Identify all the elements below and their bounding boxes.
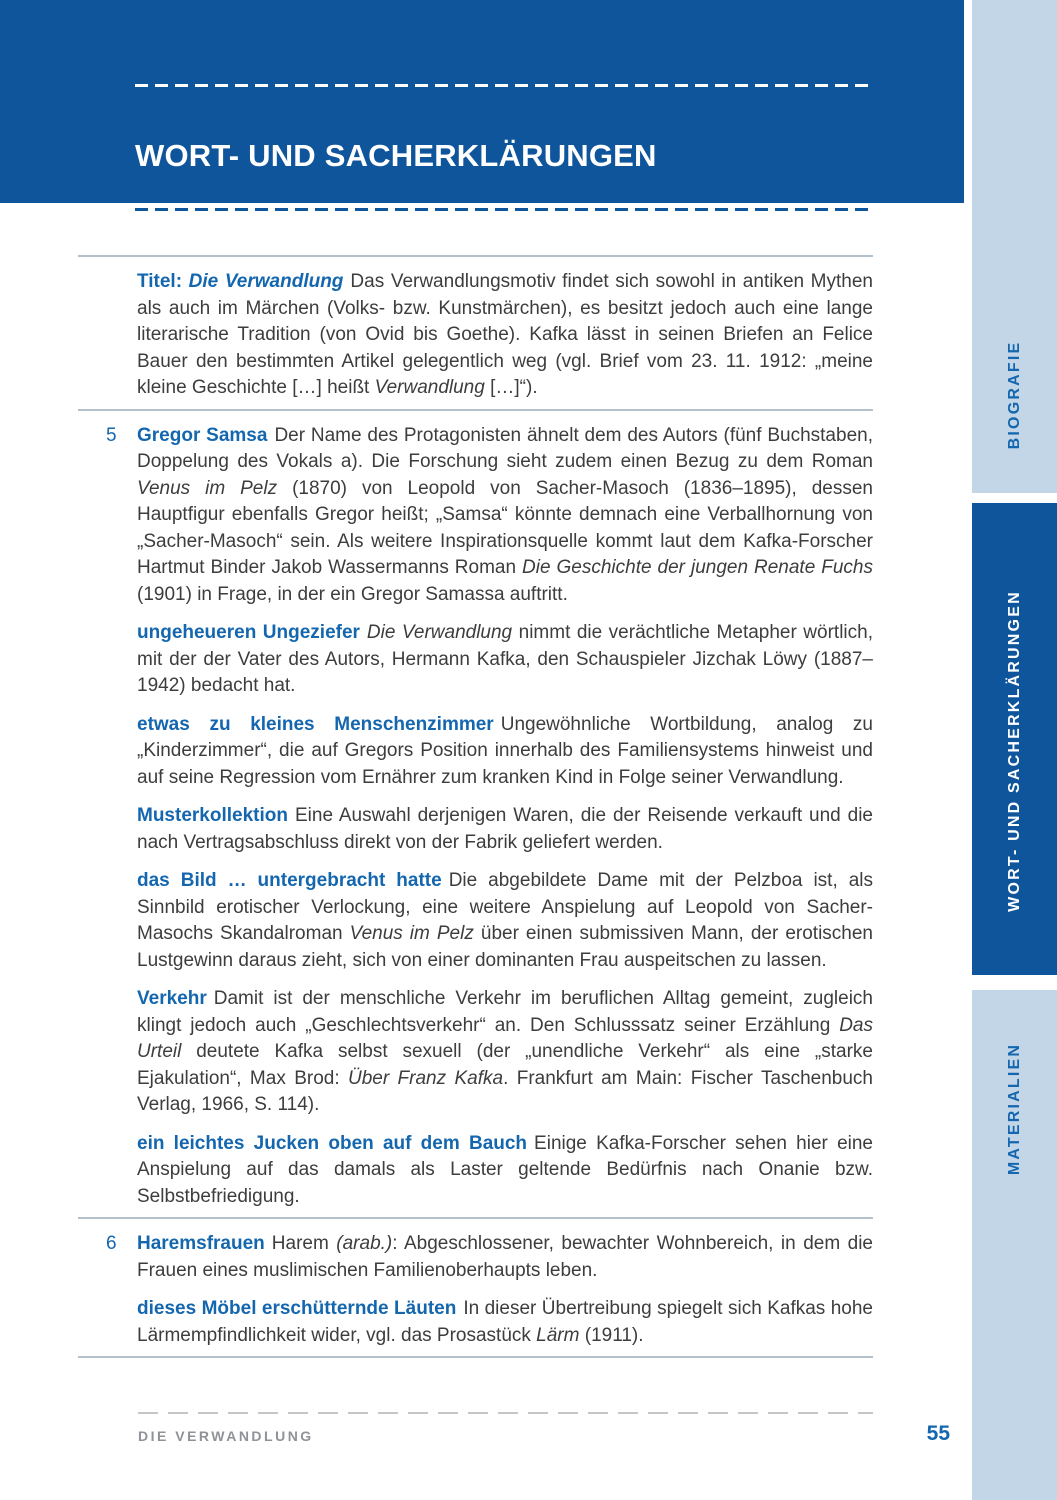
glossary xyxy=(106,255,874,1358)
entry-body-text: (1911). xyxy=(579,1324,644,1346)
tab-biografie[interactable] xyxy=(972,0,1057,493)
entry-term-text: ungeheueren Ungeziefer xyxy=(137,622,360,643)
entry-term xyxy=(137,1233,265,1254)
tab-materialien-label: MATERIALIEN xyxy=(1005,1042,1023,1176)
glossary-entry xyxy=(137,1131,873,1211)
entry-term-text: Haremsfrauen xyxy=(137,1233,265,1254)
page-title: WORT- UND SACHERKLÄRUNGEN xyxy=(135,138,657,173)
entry-body-text: Harem xyxy=(271,1233,337,1254)
entry-term-text: Titel: xyxy=(137,271,189,292)
entry-term xyxy=(137,1298,456,1319)
entry-body-text: . Frankfurt am Main: Fischer Taschenbuch Verlag, 1966, S. 114). xyxy=(137,1067,873,1115)
entry-body-text: Venus im Pelz xyxy=(137,477,278,499)
tab-wort-und-sacherklaerungen[interactable] xyxy=(972,503,1057,975)
tab-biografie-label: BIOGRAFIE xyxy=(1005,340,1023,450)
divider-rule xyxy=(78,255,873,257)
tab-materialien[interactable] xyxy=(972,990,1057,1500)
entry-term-text: Die Verwandlung xyxy=(188,271,344,292)
entry-term-text: das Bild … untergebracht hatte xyxy=(137,870,442,891)
entry-term-text: Gregor Samsa xyxy=(137,424,268,446)
entry-body-text: nimmt die verächtliche Metapher wörtlich, mit der der Vater des Autors, Hermann Kafka, den Schauspieler Jizchak Löwy (1887–1942) bedacht hat. xyxy=(137,622,873,696)
header-banner xyxy=(0,0,964,203)
entry-body-text: über einen submissiven Mann, der erotischen Lustgewinn daraus zieht, sich von einer dominanten Frau auspeitschen zu lassen. xyxy=(137,923,873,971)
entry-term xyxy=(137,805,288,826)
entry-body-text: Venus im Pelz xyxy=(349,923,474,944)
glossary-entry xyxy=(137,620,873,700)
header-dashed-line-top xyxy=(135,84,873,87)
entry-body-text: Damit ist der menschliche Verkehr im beruflichen Alltag gemeint, zugleich klingt jedoch auch „Geschlechtsverkehr“ an. Den Schlusssatz seiner Erzählung xyxy=(137,988,873,1036)
tab-wort-und-sacherklaerungen-label: WORT- UND SACHERKLÄRUNGEN xyxy=(1005,590,1023,912)
glossary-entry xyxy=(106,1231,873,1284)
entry-term xyxy=(137,271,343,292)
entry-body-text: Verwandlung xyxy=(374,377,485,398)
entry-body-text: : Abgeschlossener, bewachter Wohnbereich, in dem die Frauen eines muslimischen Familienoberhaupts leben. xyxy=(137,1233,873,1281)
divider-rule xyxy=(78,1356,873,1358)
entry-term xyxy=(137,870,442,891)
glossary-entry xyxy=(137,1296,873,1349)
entry-term xyxy=(137,1133,527,1154)
entry-body-text: Über Franz Kafka xyxy=(347,1067,504,1089)
entry-body-text: Der Name des Protagonisten ähnelt dem des Autors (fünf Buchstaben, Doppelung des Vokals a). Die Forschung sieht zudem einen Bezug zu dem Roman xyxy=(137,424,873,472)
entry-body-text: Eine Auswahl derjenigen Waren, die der Reisende verkauft und die nach Vertragsabschluss direkt von der Fabrik geliefert werden. xyxy=(137,805,873,853)
entry-body-text: deutete Kafka selbst sexuell (der „unendliche Verkehr“ als eine „starke Ejakulation“, Max Brod: xyxy=(137,1041,873,1089)
header-dashed-line-bottom xyxy=(135,208,873,211)
margin-line-number: 5 xyxy=(106,424,117,446)
entry-body-text: (arab.) xyxy=(336,1233,393,1254)
glossary-entry xyxy=(137,803,873,856)
glossary-entry xyxy=(137,269,873,402)
entry-body-text: Einige Kafka-Forscher sehen hier eine Anspielung auf das damals als Laster geltende Bedürfnis nach Onanie bzw. Selbstbefriedigung. xyxy=(137,1132,873,1207)
entry-body-text: (1901) in Frage, in der ein Gregor Samassa auftritt. xyxy=(137,583,568,605)
entry-body-text: Das Verwandlungsmotiv findet sich sowohl in antiken Mythen als auch im Märchen (Volks- bzw. Kunstmärchen), es besitzt jedoch auch eine lange literarische Tradition (von Ovid bis Goethe). Kafka lässt in seinen Briefen an Felice Bauer den bestimmten Artikel gelegentlich weg (vgl. Brief vom 23. 11. 1912: „meine kleine Geschichte […] heißt xyxy=(137,271,873,398)
margin-line-number: 6 xyxy=(106,1233,117,1254)
glossary-entry xyxy=(137,986,873,1119)
entry-term-text: etwas zu kleines Menschenzimmer xyxy=(137,713,494,735)
entry-term xyxy=(137,622,360,643)
glossary-entry xyxy=(137,712,873,792)
entry-body-text: Die Geschichte der jungen Renate Fuchs xyxy=(522,557,873,578)
entry-body-text: Die Verwandlung xyxy=(366,622,513,643)
entry-term-text: ein leichtes Jucken oben auf dem Bauch xyxy=(137,1132,528,1154)
entry-body-text: Ungewöhnliche Wortbildung, analog zu „Kinderzimmer“, die auf Gregors Position innerhalb des Familiensystems hinweist und auf seine Regression vom Ernährer zum kranken Kind in Folge seiner Verwandlung. xyxy=(137,713,874,788)
glossary-entry xyxy=(106,423,873,609)
footer-dashed-line xyxy=(138,1412,873,1414)
glossary-entry xyxy=(137,868,873,974)
footer-book-title: DIE VERWANDLUNG xyxy=(138,1428,314,1444)
entry-body-text: Das Urteil xyxy=(137,1014,873,1062)
entry-term xyxy=(137,988,207,1009)
entry-body-text: […]“). xyxy=(484,377,538,398)
entry-body-text: Lärm xyxy=(536,1324,580,1346)
divider-rule xyxy=(78,1217,873,1219)
entry-body-text: (1870) von Leopold von Sacher-Masoch (1836–1895), dessen Hauptfigur ebenfalls Gregor heißt; „Samsa“ könnte demnach eine Verballhornung von „Sacher-Masoch“ sein. Als weitere Inspirationsquelle kommt laut dem Kafka-Forscher Hartmut Binder Jakob Wassermanns Roman xyxy=(137,477,873,578)
entry-body-text: In dieser Übertreibung spiegelt sich Kafkas hohe Lärmempfindlichkeit wider, vgl. das Prosastück xyxy=(137,1298,873,1346)
entry-term xyxy=(137,425,267,446)
entry-term-text: Musterkollektion xyxy=(137,805,288,826)
entry-term xyxy=(137,714,494,735)
entry-term-text: Verkehr xyxy=(137,988,207,1009)
entry-body-text: Die abgebildete Dame mit der Pelzboa ist, als Sinnbild erotischer Verlockung, eine weitere Anspielung auf Leopold von Sacher-Masochs Skandalroman xyxy=(137,870,874,944)
page-number: 55 xyxy=(926,1422,950,1445)
entry-term-text: dieses Möbel erschütternde Läuten xyxy=(137,1298,457,1319)
divider-rule xyxy=(78,409,873,411)
